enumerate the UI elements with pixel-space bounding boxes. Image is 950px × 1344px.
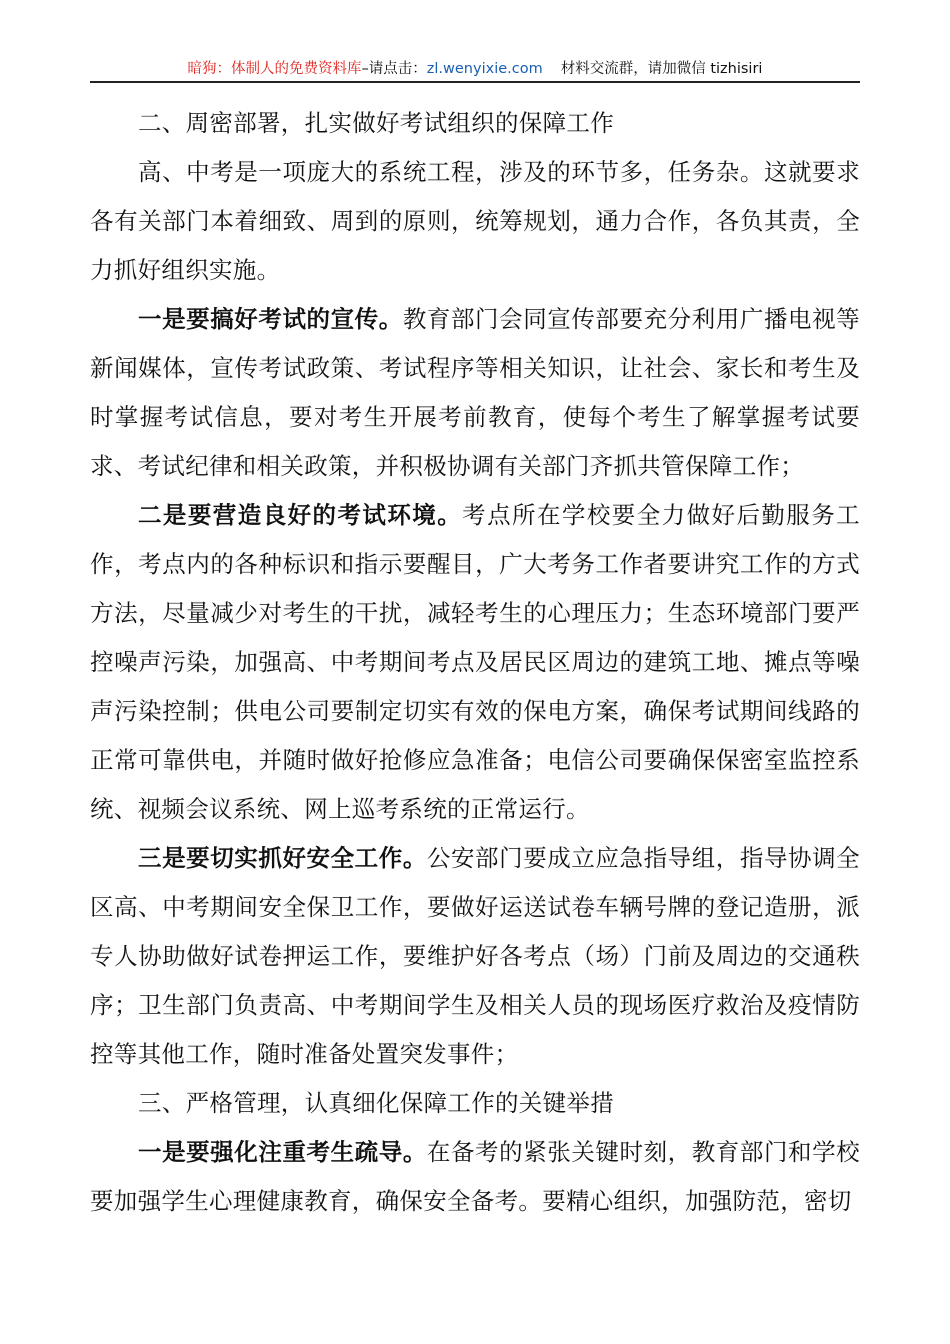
paragraph-lead: 二是要营造良好的考试环境。 [138, 501, 463, 529]
section-heading: 三、严格管理，认真细化保障工作的关键举措 [138, 1089, 614, 1117]
header-prompt: –请点击： [361, 61, 427, 77]
paragraph-text: 考点所在学校要全力做好后勤服务工作，考点内的各种标识和指示要醒目，广大考务工作者要讲究工作的方式方法，尽量减少对考生的干扰，减轻考生的心理压力；生态环境部门要严控噪声污染，加强高、中考期间考点及居民区周边的建筑工地、摊点等噪声污染控制；供电公司要制定切实有效的保电方案，确保考试期间线路的正常可靠供电，并随时做好抢修应急准备；电信公司要确保保密室监控系统、视频会议系统、网上巡考系统的正常运行。 [90, 501, 860, 823]
page-header [90, 58, 860, 80]
section-heading: 二、周密部署，扎实做好考试组织的保障工作 [138, 109, 614, 137]
document-body [90, 99, 860, 1226]
paragraph-text: 在备考的紧张关键时刻，教育部门和学校要加强学生心理健康教育，确保安全备考。要精心组织，加强防范，密切 [90, 1138, 860, 1215]
paragraph-lead: 一是要强化注重考生疏导。 [138, 1138, 427, 1166]
paragraph-lead: 三是要切实抓好安全工作。 [138, 844, 427, 872]
paragraph-text: 教育部门会同宣传部要充分利用广播电视等新闻媒体，宣传考试政策、考试程序等相关知识，让社会、家长和考生及时掌握考试信息，要对考生开展考前教育，使每个考生了解掌握考试要求、考试纪律和相关政策，并积极协调有关部门齐抓共管保障工作； [90, 305, 860, 480]
paragraph-safety [90, 834, 860, 1079]
header-note: 材料交流群，请加微信 tizhisiri [560, 61, 763, 77]
paragraph-intro: 高、中考是一项庞大的系统工程，涉及的环节多，任务杂。这就要求各有关部门本着细致、周到的原则，统筹规划，通力合作，各负其责，全力抓好组织实施。 [90, 158, 860, 284]
paragraph-text: 公安部门要成立应急指导组，指导协调全区高、中考期间安全保卫工作，要做好运送试卷车辆号牌的登记造册，派专人协助做好试卷押运工作，要维护好各考点（场）门前及周边的交通秩序；卫生部门负责高、中考期间学生及相关人员的现场医疗救治及疫情防控等其他工作，随时准备处置突发事件； [90, 844, 860, 1068]
paragraph-publicity [90, 295, 860, 491]
paragraph-lead: 一是要搞好考试的宣传。 [138, 305, 403, 333]
paragraph-guidance [90, 1128, 860, 1226]
header-brand: 暗狗：体制人的免费资料库 [187, 61, 362, 77]
header-link[interactable]: zl.wenyixie.com [426, 61, 543, 77]
header-divider [90, 81, 860, 83]
paragraph-environment [90, 491, 860, 834]
